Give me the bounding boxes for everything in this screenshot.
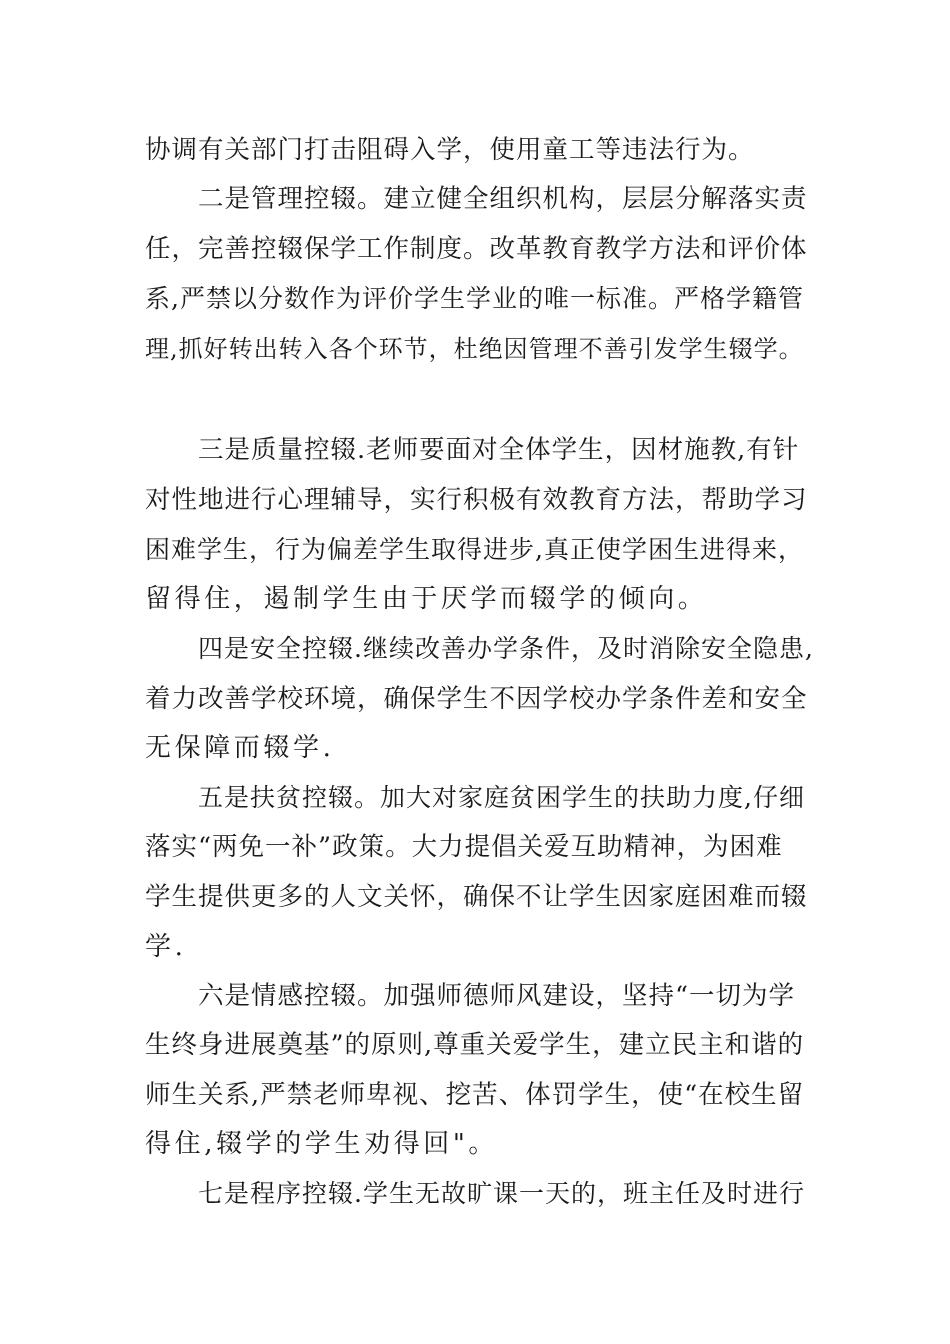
paragraph-start-line: 三是质量控辍.老师要面对全体学生，因材施教,有针 (198, 435, 800, 465)
paragraph-start-line: 七是程序控辍.学生无故旷课一天的，班主任及时进行 (198, 1179, 805, 1208)
text-line: 困难学生，行为偏差学生取得进步,真正使学困生进得来， (145, 535, 804, 564)
text-line: 着力改善学校环境，确保学生不因学校办学条件差和安全 (145, 684, 808, 714)
paragraph-start-line: 五是扶贫控辍。加大对家庭贫困学生的扶助力度,仔细 (198, 783, 805, 812)
text-line: 得住,辍学的学生劝得回"。 (145, 1129, 499, 1159)
text-line: 无保障而辍学. (145, 733, 335, 763)
paragraph-start-line: 二是管理控辍。建立健全组织机构，层层分解落实责 (198, 184, 808, 214)
text-line: 对性地进行心理辅导，实行积极有效教育方法，帮助学习 (145, 485, 808, 515)
text-line: 生终身进展奠基”的原则,尊重关爱学生，建立民主和谐的 (145, 1030, 805, 1060)
text-line: 任，完善控辍保学工作制度。改革教育教学方法和评价体 (145, 234, 808, 264)
text-line: 理,抓好转出转入各个环节，杜绝因管理不善引发学生辍学。 (145, 335, 804, 363)
text-line: 系,严禁以分数作为评价学生学业的唯一标准。严格学籍管 (145, 284, 804, 313)
text-line: 学. (145, 932, 187, 962)
paragraph-start-line: 六是情感控辍。加强师德师风建设，坚持“一切为学 (198, 981, 796, 1011)
text-line: 协调有关部门打击阻碍入学，使用童工等违法行为。 (145, 135, 755, 165)
paragraph-start-line: 四是安全控辍.继续改善办学条件，及时消除安全隐患, (198, 634, 814, 663)
text-line: 留得住，遏制学生由于厌学而辍学的倾向。 (145, 584, 708, 614)
text-line: 落实“两免一补”政策。大力提倡关爱互助精神，为困难 (145, 832, 783, 862)
text-line: 学生提供更多的人文关怀，确保不让学生因家庭困难而辍 (145, 882, 808, 912)
text-line: 师生关系,严禁老师卑视、挖苦、体罚学生，使“在校生留 (145, 1080, 805, 1110)
